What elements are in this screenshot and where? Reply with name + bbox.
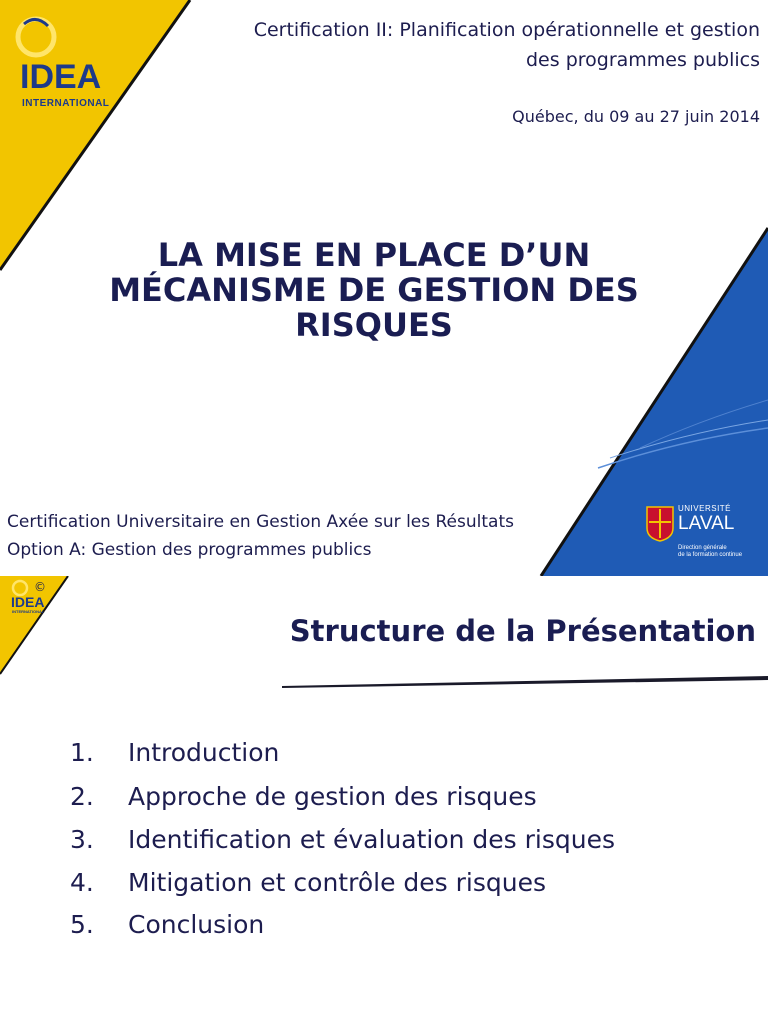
list-item-number: 5. xyxy=(70,910,94,939)
list-item-text: Identification et évaluation des risques xyxy=(128,825,616,854)
idea-logo-subtext: INTERNATIONAL xyxy=(22,98,110,109)
copyright-symbol: © xyxy=(34,580,46,594)
program-subtitle-line2: Option A: Gestion des programmes publics xyxy=(7,540,372,560)
presentation-title xyxy=(64,238,684,343)
laval-logo xyxy=(646,506,746,566)
list-item-number: 2. xyxy=(70,782,94,811)
list-item-text: Introduction xyxy=(128,738,280,767)
course-title-line1: Certification II: Planification opérationnelle et gestion xyxy=(253,19,760,41)
slide-title: Structure de la Présentation xyxy=(289,614,756,648)
course-date: Québec, du 09 au 27 juin 2014 xyxy=(512,107,760,126)
idea-logo-small xyxy=(8,578,68,618)
course-title-line2: des programmes publics xyxy=(526,49,760,71)
idea-logo-brand: IDEA xyxy=(20,58,102,96)
list-item-number: 1. xyxy=(70,738,94,767)
idea-logo-small-brand: IDEA xyxy=(11,594,45,610)
presentation-title-line3: RISQUES xyxy=(295,306,453,344)
laval-logo-caption1: Direction générale xyxy=(678,545,727,551)
presentation-title-line2: MÉCANISME DE GESTION DES xyxy=(109,271,639,309)
laval-crest-icon xyxy=(646,506,674,542)
laval-logo-caption2: de la formation continue xyxy=(678,552,743,558)
list-item-text: Mitigation et contrôle des risques xyxy=(128,868,546,897)
title-underline xyxy=(282,676,768,688)
idea-logo xyxy=(8,14,118,114)
list-item-text: Approche de gestion des risques xyxy=(128,782,537,811)
laval-logo-line1: UNIVERSITÉ xyxy=(678,504,732,513)
presentation-title-line1: LA MISE EN PLACE D’UN xyxy=(157,236,591,274)
list-item-number: 4. xyxy=(70,868,94,897)
laval-logo-line2: LAVAL xyxy=(678,513,735,534)
list-item-number: 3. xyxy=(70,825,94,854)
idea-logo-swirl-icon xyxy=(14,14,58,60)
structure-slide xyxy=(0,576,768,1024)
program-subtitle-line1: Certification Universitaire en Gestion Axée sur les Résultats xyxy=(7,512,514,532)
list-item-text: Conclusion xyxy=(128,910,265,939)
idea-logo-small-subtext: INTERNATIONAL xyxy=(12,609,45,614)
